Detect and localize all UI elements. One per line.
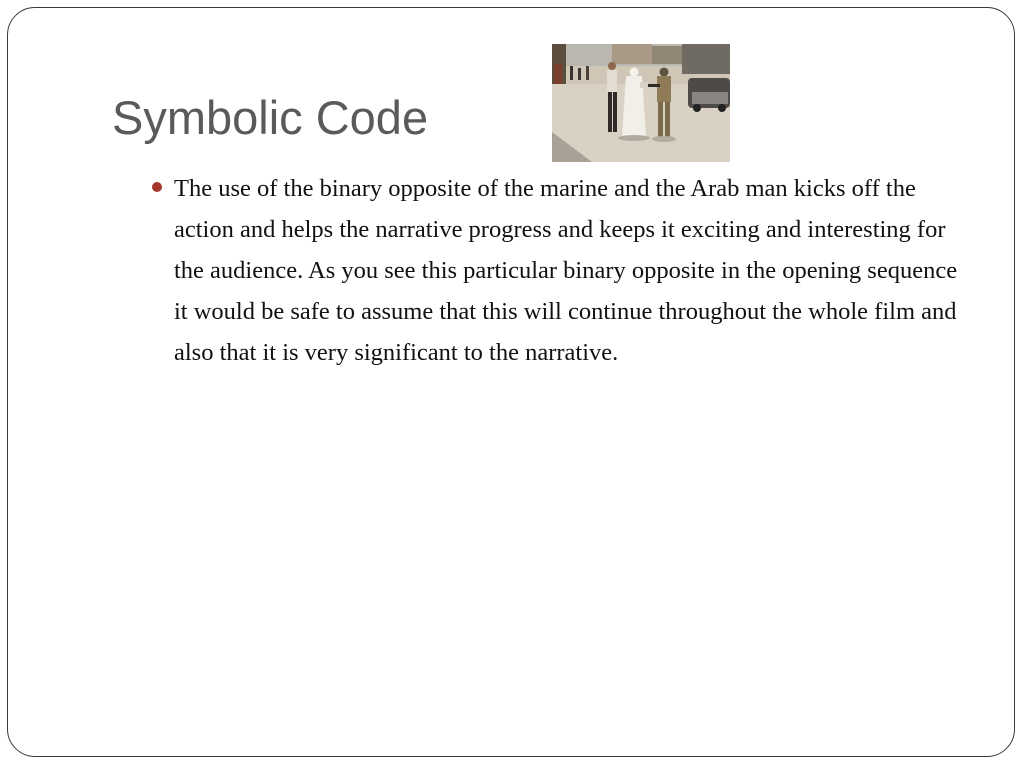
slide-title: Symbolic Code — [112, 91, 429, 144]
bullet-dot-icon — [152, 182, 162, 192]
street-scene-photo — [552, 44, 730, 162]
bullet-list — [148, 168, 958, 373]
bullet-text: The use of the binary opposite of the marine and the Arab man kicks off the action and helps the narrative progress and keeps it exciting and interesting for the audience. As you see this particular binary opposite in the opening sequence it would be safe to assume that this will continue throughout the whole film and also that it is very significant to the narrative. — [174, 175, 958, 366]
bullet-item — [148, 168, 958, 373]
